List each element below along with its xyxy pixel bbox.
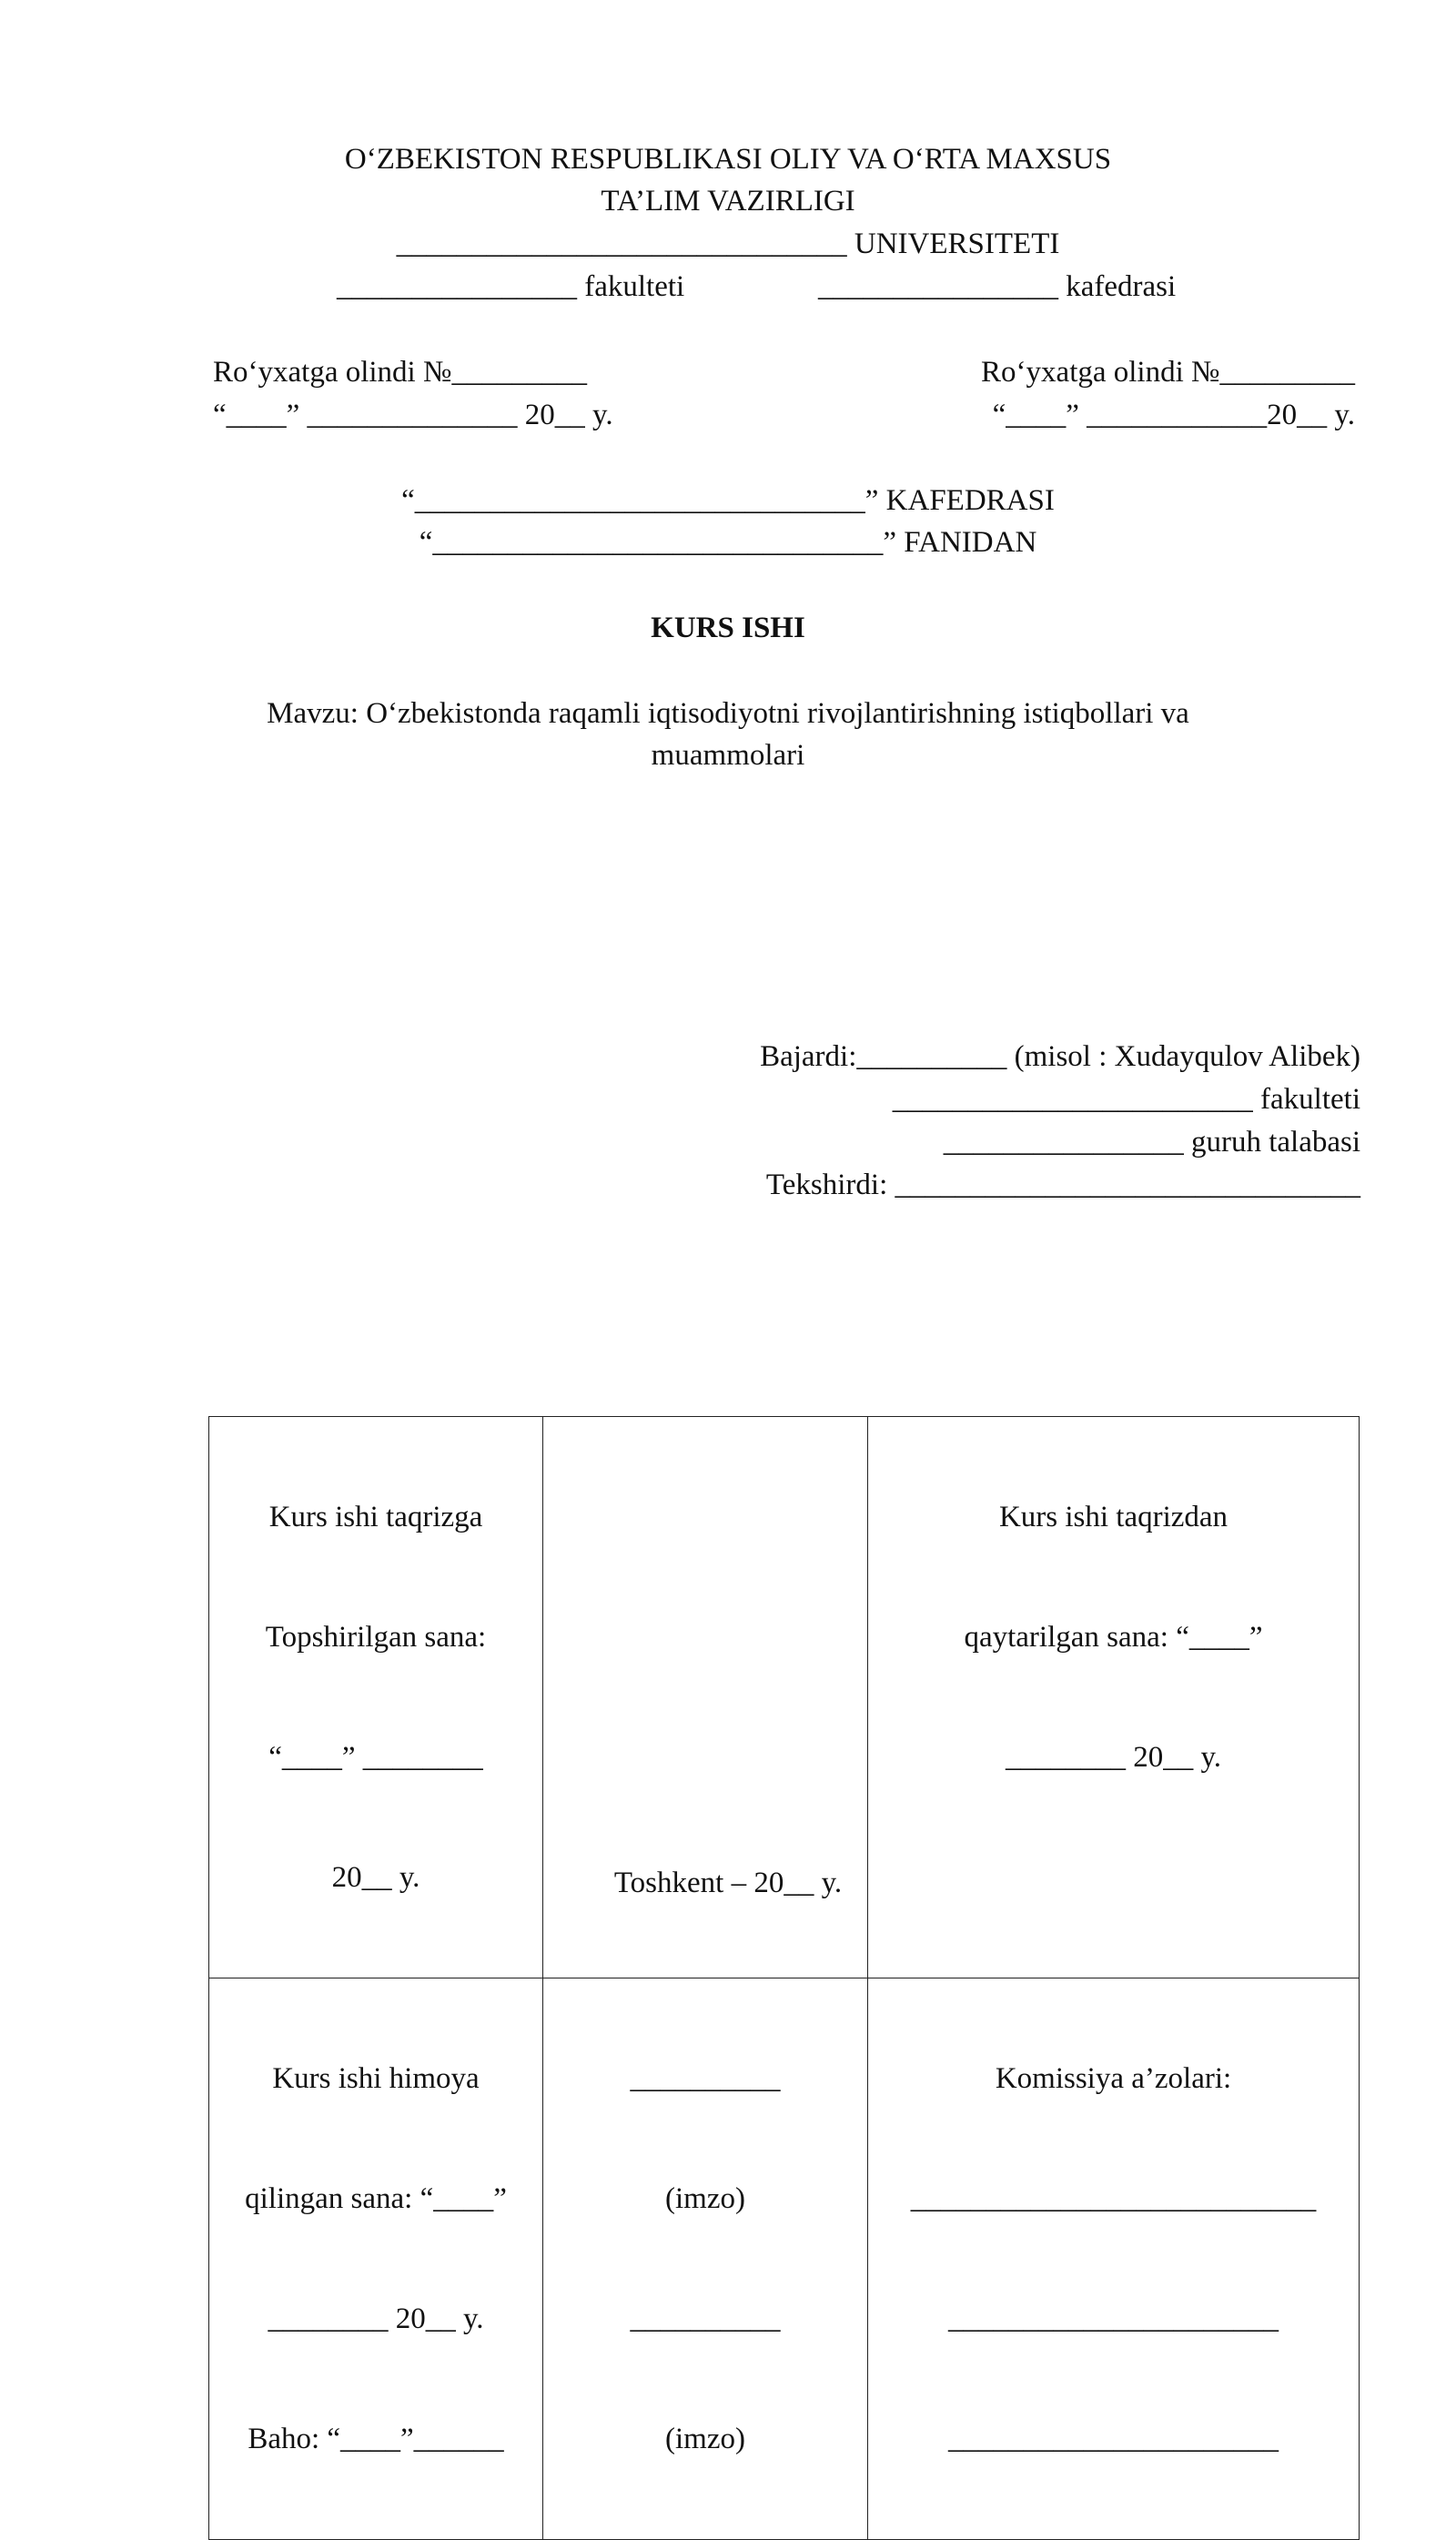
table-cell-defense-date [209, 1978, 543, 2540]
topic-line-2: muammolari [651, 739, 805, 772]
cell-text: Kurs ishi taqrizdan [998, 1501, 1228, 1533]
cell-text: Kurs ishi taqrizga [268, 1501, 483, 1533]
guruh-line: ________________ guruh talabasi [943, 1126, 1360, 1159]
faculty-line: ________________ fakulteti [337, 270, 685, 303]
cell-text: Baho: “____”______ [248, 2423, 504, 2455]
cell-text: (imzo) [665, 2182, 745, 2215]
cell-text: (imzo) [665, 2423, 745, 2455]
cell-text: Topshirilgan sana: [265, 1621, 487, 1654]
document-title: KURS ISHI [651, 612, 805, 644]
cell-text: Komissiya a’zolari: [995, 2062, 1232, 2095]
defense-info-table [208, 1416, 1360, 2540]
fakulteti-line: ________________________ fakulteti [892, 1083, 1360, 1116]
kafedra-line: “______________________________” KAFEDRASI [401, 484, 1055, 517]
footer-city-year: Toshkent – 20__ y. [613, 1867, 843, 1899]
registration-right-number: Ro‘yxatga olindi №_________ [981, 356, 1355, 389]
bajardi-line: Bajardi:__________ (misol : Xudayqulov Alibek) [760, 1040, 1360, 1073]
cell-text: Kurs ishi himoya [272, 2062, 480, 2095]
cell-text: 20__ y. [331, 1861, 420, 1894]
cell-text: __________ [630, 2062, 781, 2095]
cell-text: ___________________________ [910, 2182, 1317, 2215]
topic-line-1: Mavzu: O‘zbekistonda raqamli iqtisodiyotni rivojlantirishning istiqbollari va [267, 697, 1189, 730]
registration-left-date: “____” ______________ 20__ y. [213, 399, 613, 431]
registration-right-date: “____” ____________20__ y. [992, 399, 1355, 431]
cell-text: qilingan sana: “____” [245, 2182, 507, 2215]
table-cell-commission [868, 1978, 1360, 2540]
department-line: ________________ kafedrasi [818, 270, 1177, 303]
registration-left-number: Ro‘yxatga olindi №_________ [213, 356, 587, 389]
cell-text: ______________________ [948, 2302, 1279, 2335]
tekshirdi-line: Tekshirdi: _______________________________ [765, 1169, 1360, 1201]
university-line: ______________________________ UNIVERSITETI [396, 228, 1060, 260]
cell-text: ______________________ [948, 2423, 1279, 2455]
table-row [209, 1978, 1360, 2540]
cell-text: “____” ________ [268, 1741, 483, 1774]
cell-text: ________ 20__ y. [1005, 1741, 1222, 1774]
ministry-title-line-2: TA’LIM VAZIRLIGI [601, 185, 855, 218]
table-cell-signatures [543, 1978, 868, 2540]
cell-text: ________ 20__ y. [268, 2302, 484, 2335]
cell-text: __________ [630, 2302, 781, 2335]
cell-text: qaytarilgan sana: “____” [964, 1621, 1263, 1654]
fan-line: “______________________________” FANIDAN [419, 526, 1037, 559]
ministry-title-line-1: O‘ZBEKISTON RESPUBLIKASI OLIY VA O‘RTA MAXSUS [344, 143, 1112, 176]
